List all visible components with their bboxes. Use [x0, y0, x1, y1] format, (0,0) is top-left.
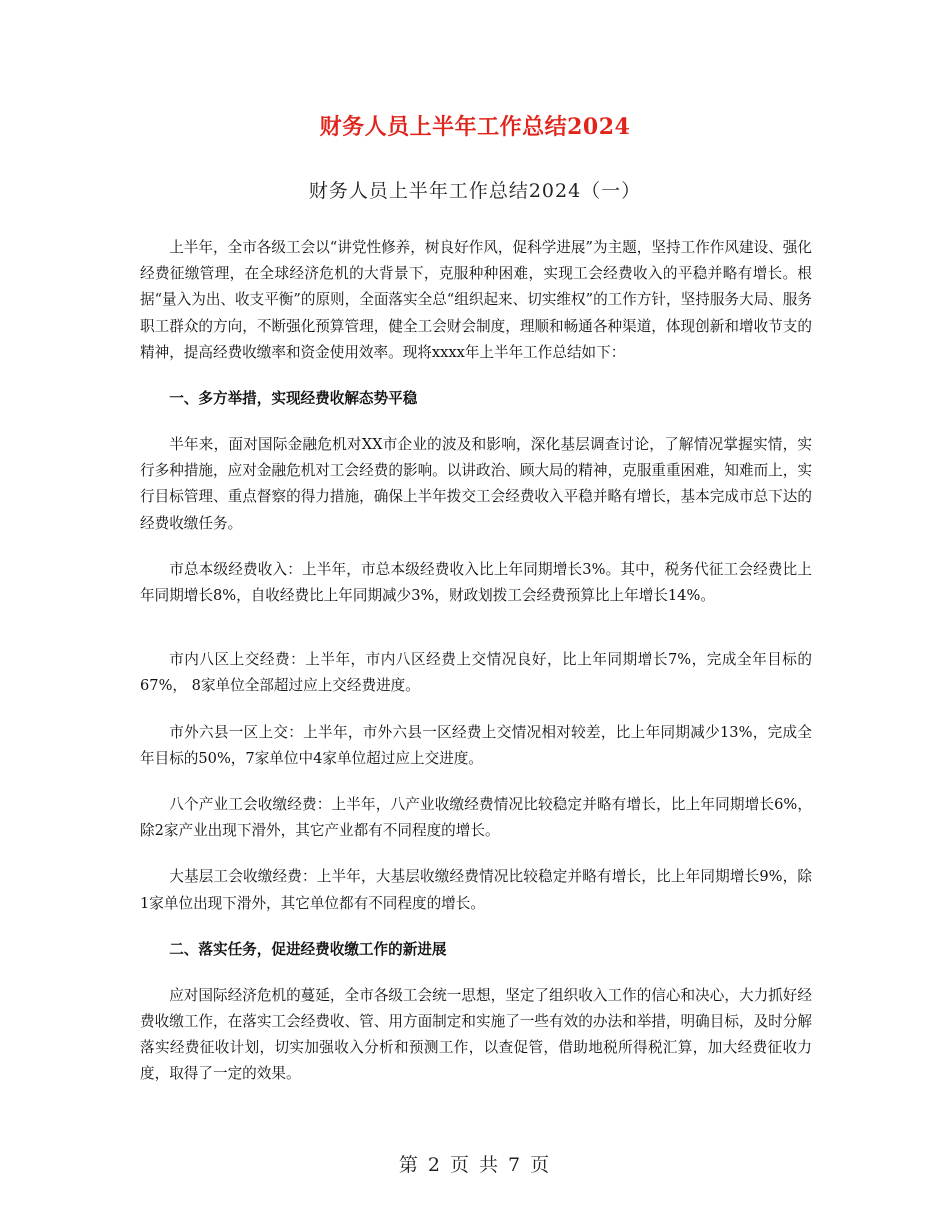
page-number-footer: 第 2 页 共 7 页 — [398, 1154, 552, 1176]
paragraph: 市总本级经费收入：上半年，市总本级经费收入比上年同期增长3%。其中，税务代征工会经费比上年同期增长8%，自收经费比上年同期减少3%，财政划拨工会经费预算比上年增长14%。 — [140, 560, 812, 605]
document-subtitle: 财务人员上半年工作总结2024（一） — [308, 180, 642, 202]
paragraph: 市内八区上交经费：上半年，市内八区经费上交情况良好，比上年同期增长7%，完成全年目标的67%， 8家单位全部超过应上交经费进度。 — [140, 651, 812, 695]
document-body — [140, 235, 812, 1108]
section-heading-2: 二、落实任务，促进经费收缴工作的新进展 — [169, 940, 447, 958]
document-title: 财务人员上半年工作总结2024 — [319, 114, 631, 140]
paragraph: 八个产业工会收缴经费：上半年，八产业收缴经费情况比较稳定并略有增长，比上年同期增长6%，除2家产业出现下滑外，其它产业都有不同程度的增长。 — [140, 796, 812, 840]
paragraph: 应对国际经济危机的蔓延，全市各级工会统一思想，坚定了组织收入工作的信心和决心，大力抓好经费收缴工作，在落实工会经费收、管、用方面制定和实施了一些有效的办法和举措，明确目标，及时分解落实经费征收计划，切实加强收入分析和预测工作，以查促管，借助地税所得税汇算，加大经费征收力度，取得了一定的效果。 — [140, 986, 812, 1083]
paragraph-intro: 上半年，全市各级工会以“讲党性修养，树良好作风，促科学进展”为主题，坚持工作作风建设、强化经费征缴管理，在全球经济危机的大背景下，克服种种困难，实现工会经费收入的平稳并略有增长。根据“量入为出、收支平衡”的原则，全面落实全总“组织起来、切实维权”的工作方针，坚持服务大局、服务职工群众的方向，不断强化预算管理，健全工会财会制度，理顺和畅通各种渠道，体现创新和增收节支的精神，提高经费收缴率和资金使用效率。现将xxxx年上半年工作总结如下： — [140, 239, 812, 361]
paragraph: 市外六县一区上交：上半年，市外六县一区经费上交情况相对较差，比上年同期减少13%，完成全年目标的50%，7家单位中4家单位超过应上交进度。 — [140, 723, 812, 767]
paragraph: 半年来，面对国际金融危机对XX市企业的波及和影响，深化基层调查讨论，了解情况掌握实情，实行多种措施，应对金融危机对工会经费的影响。以讲政治、顾大局的精神，克服重重困难，知难而上，实行目标管理、重点督察的得力措施，确保上半年拨交工会经费收入平稳并略有增长，基本完成市总下达的经费收缴任务。 — [140, 436, 812, 532]
paragraph: 大基层工会收缴经费：上半年，大基层收缴经费情况比较稳定并略有增长，比上年同期增长9%，除1家单位出现下滑外，其它单位都有不同程度的增长。 — [140, 868, 812, 912]
section-heading-1: 一、多方举措，实现经费收解态势平稳 — [169, 390, 418, 408]
